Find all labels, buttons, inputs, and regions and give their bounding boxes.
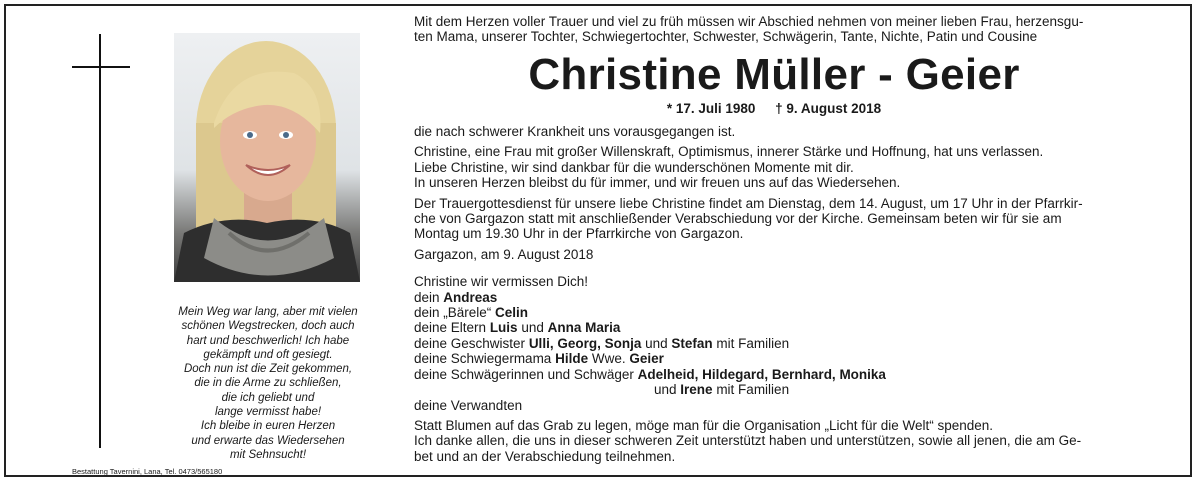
family-line: deine Verwandten — [414, 397, 523, 413]
family-line: deine Geschwister Ulli, Georg, Sonja und Stefan mit Familien — [414, 335, 790, 351]
poem-line: die ich geliebt und — [221, 391, 315, 404]
family-line: deine Schwägerinnen und Schwäger Adelheid, Hildegard, Bernhard, Monika — [414, 366, 886, 382]
flowers-note: Statt Blumen auf das Grab zu legen, möge man für die Organisation „Licht für die Welt“ spenden. — [414, 417, 994, 433]
sentence: die nach schwerer Krankheit uns vorausgegangen ist. — [414, 124, 736, 139]
intro-text — [414, 14, 1134, 45]
poem-line: die in die Arme zu schließen, — [194, 377, 342, 390]
paragraph-line: Liebe Christine, wir sind dankbar für die wunderschönen Momente mit dir. — [414, 159, 854, 175]
poem-line: lange vermisst habe! — [214, 406, 322, 419]
poem-line: gekämpft und oft gesiegt. — [203, 348, 333, 361]
paragraph-line: Der Trauergottesdienst für unsere liebe Christine findet am Dienstag, dem 14. August, um 17 Uhr in der Pfarrkir- — [414, 195, 1083, 211]
family-line: dein Andreas — [414, 289, 498, 305]
family-line: und Irene mit Familien — [654, 382, 790, 398]
poem-line: Ich bleibe in euren Herzen — [200, 420, 336, 433]
poem — [160, 305, 376, 462]
poem-line: hart und beschwerlich! Ich habe — [186, 334, 350, 347]
family-line: deine Schwiegermama Hilde Wwe. Geier — [414, 351, 664, 367]
thanks-line: bet und an der Verabschiedung teilnehmen. — [414, 448, 676, 464]
paragraph-line: che von Gargazon statt mit anschließender Verabschiedung vor der Kirche. Gemeinsam beten wir für sie am — [414, 211, 1062, 227]
main-text — [414, 124, 1134, 464]
undertaker-contact: Bestattung Tavernini, Lana, Tel. 0473/565180 — [72, 467, 223, 476]
paragraph-line: In unseren Herzen bleibst du für immer, und wir freuen uns auf das Wiedersehen. — [414, 175, 901, 191]
portrait-photo — [174, 33, 360, 282]
paragraph-line: Christine, eine Frau mit großer Willenskraft, Optimismus, innerer Stärke und Hoffnung, hat uns verlassen. — [414, 144, 1044, 160]
family-line: deine Eltern Luis und Anna Maria — [414, 320, 621, 336]
family-opening: Christine wir vermissen Dich! — [414, 274, 589, 290]
poem-line: Doch nun ist die Zeit gekommen, — [183, 363, 353, 376]
poem-line: mit Sehnsucht! — [229, 448, 307, 461]
intro-line: Mit dem Herzen voller Trauer und viel zu früh müssen wir Abschied nehmen von meiner lieben Frau, herzensgu- — [414, 14, 1084, 29]
family-line: dein „Bärele“ Celin — [414, 305, 529, 321]
poem-line: Mein Weg war lang, aber mit vielen — [178, 306, 358, 318]
deceased-name: Christine Müller - Geier — [528, 50, 1020, 99]
poem-line: schönen Wegstrecken, doch auch — [181, 320, 355, 333]
intro-line: ten Mama, unserer Tochter, Schwiegertochter, Schwester, Schwägerin, Tante, Nichte, Patin und Cousine — [414, 29, 1038, 45]
birth-date: * 17. Juli 1980 — [666, 101, 756, 116]
paragraph-line: Montag um 19.30 Uhr in der Pfarrkirche von Gargazon. — [414, 226, 744, 242]
place-date: Gargazon, am 9. August 2018 — [414, 246, 594, 262]
life-dates — [414, 101, 1134, 117]
death-date: † 9. August 2018 — [775, 101, 882, 116]
poem-line: und erwarte das Wiedersehen — [191, 434, 345, 447]
thanks-line: Ich danke allen, die uns in dieser schweren Zeit unterstützt haben und unterstützen, sowie all jenen, die am Ge- — [414, 433, 1082, 449]
